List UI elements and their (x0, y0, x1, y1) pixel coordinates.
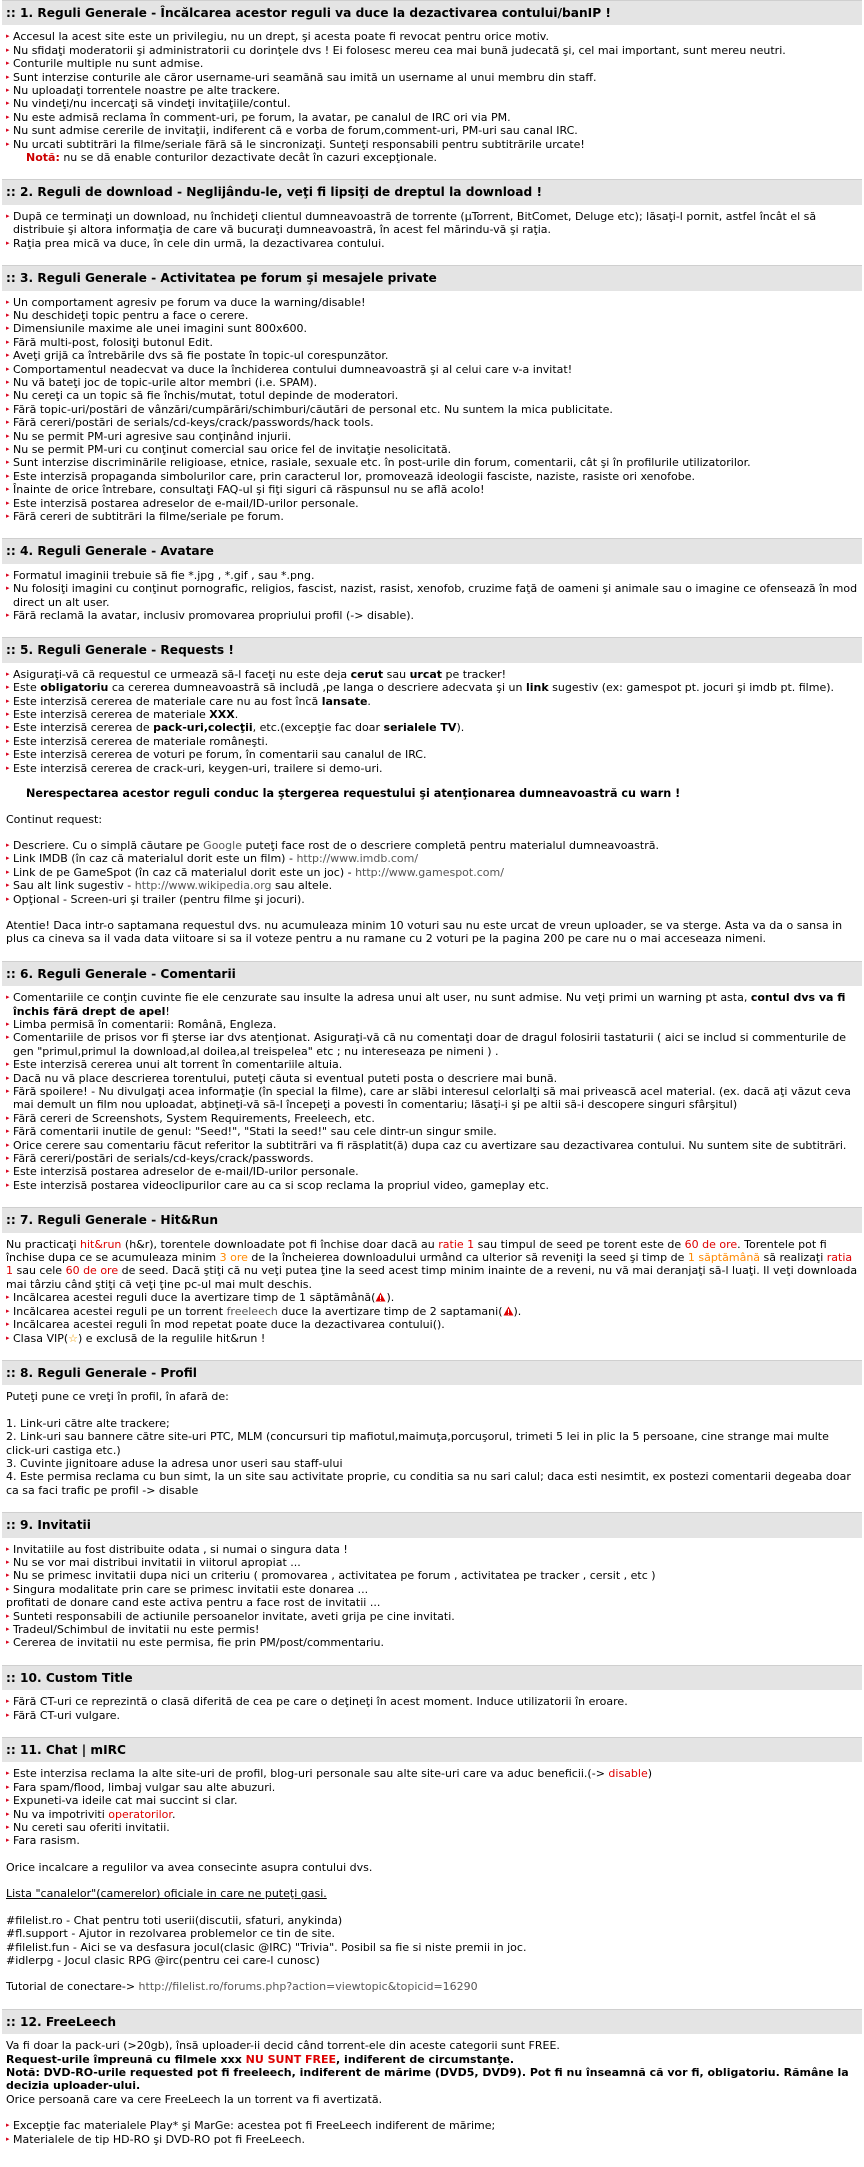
profile-rule: 3. Cuvinte jignitoare aduse la adresa unor useri sau staff-ului (6, 1456, 343, 1470)
request-attention: Atentie! Daca intr-o saptamana requestul dvs. nu acumuleaza minim 10 voturi sau nu este urcat de vreun uploader, se va sterge. Asta va da o sansa in plus ca cineva sa il vada data viitoare si sa il voteze pentru a nu ramane cu 2 voturi pe la pagina 200 pe care nu o mai acceseaza nimeni. (6, 918, 843, 946)
rule-item: ▸ Este interzisă cererea de materiale care nu au fost încă lansate. (6, 695, 858, 708)
rule-item: ▸ Fără cereri/postări de serials/cd-keys/crack/passwords/hack tools. (6, 416, 858, 429)
section-6 (2, 961, 862, 1199)
rule-item: ▸ Excepţie fac materialele Play* şi MarGe: acestea pot fi FreeLeech indiferent de mărime; (6, 2119, 858, 2132)
rule-item: ▸ Nu folosiţi imagini cu conţinut pornografic, religios, fascist, nazist, rasist, xenofob, cruzime faţă de oameni şi animale sau o imagine ce ofensează în mod direct un alt user. (6, 582, 858, 609)
request-content-label: Continut request: (6, 812, 103, 826)
freeleech-text: Orice persoană care va cere FreeLeech la un torrent va fi avertizată. (6, 2092, 383, 2106)
section-title: :: 8. Reguli Generale - Profil (2, 1360, 862, 1385)
section-title: :: 7. Reguli Generale - Hit&Run (2, 1207, 862, 1232)
section-5 (2, 637, 862, 951)
profile-intro: Puteţi pune ce vreţi în profil, în afară de: (6, 1390, 229, 1404)
rule-item: ▸ Este interzisă cererea de voturi pe forum, în comentarii sau canalul de IRC. (6, 748, 858, 761)
rule-item: ▸ Nu este admisă reclama în comment-uri, pe forum, la avatar, pe canalul de IRC ori via PM. (6, 111, 858, 124)
rule-item: ▸ Conturile multiple nu sunt admise. (6, 57, 858, 70)
section-11 (2, 1737, 862, 2000)
rule-item: ▸ Fără topic-uri/postări de vânzări/cumpărări/schimburi/căutări de personal etc. Nu suntem la mica publicitate. (6, 403, 858, 416)
rule-item: ▸ Cererea de invitatii nu este permisa, fie prin PM/post/commentariu. (6, 1636, 858, 1649)
rule-item: ▸ Fara rasism. (6, 1834, 858, 1847)
rule-item: ▸ Nu cereti sau oferiti invitatii. (6, 1821, 858, 1834)
rule-item: ▸ Nu sunt admise cererile de invitaţii, indiferent că e vorba de forum,comment-uri, PM-uri sau canal IRC. (6, 124, 858, 137)
rule-item: ▸ Fără spoilere! - Nu divulgaţi acea informaţie (în special la filme), care ar slăbi interesul celorlalţi să mai privească acel material. (ex. dacă aţi văzut ceva mai demult un film nou uploadat, abţineţi-vă să-l începeţi a povesti în comentariu; lăsaţi-i şi pe altii să-i descopere singuri sfârşitul) (6, 1085, 858, 1112)
rule-item: ▸ Limba permisă în comentarii: Română, Engleza. (6, 1018, 858, 1031)
note (6, 151, 858, 164)
rule-item: ▸ Este interzisa reclama la alte site-uri de profil, blog-uri personale sau alte site-uri care va aduc beneficii.(-> disable) (6, 1767, 858, 1780)
rule-item: ▸ Un comportament agresiv pe forum va duce la warning/disable! (6, 296, 858, 309)
gamespot-link[interactable]: http://www.gamespot.com/ (355, 865, 504, 879)
section-title: :: 10. Custom Title (2, 1665, 862, 1690)
section-9 (2, 1512, 862, 1656)
section-title: :: 4. Reguli Generale - Avatare (2, 538, 862, 563)
rule-item: ▸ Fără multi-post, folosiţi butonul Edit. (6, 336, 858, 349)
tutorial-line: Tutorial de conectare-> http://filelist.ro/forums.php?action=viewtopic&topicid=16290 (6, 1980, 478, 1994)
rule-item: ▸ Sunteti responsabili de actiunile persoanelor invitate, aveti grija pe cine invitati. (6, 1610, 858, 1623)
section-7 (2, 1207, 862, 1351)
imdb-link[interactable]: http://www.imdb.com/ (296, 852, 419, 866)
rule-item: ▸ Fără cereri de Screenshots, System Requirements, Freeleech, etc. (6, 1112, 858, 1125)
profile-rule: 2. Link-uri sau bannere către site-uri PTC, MLM (concursuri tip mafiotul,maimuţa,porcuşorul, trimeti 5 lei in plic la 5 persoane, cine strange mai multe click-uri castiga etc.) (6, 1430, 829, 1457)
rule-item: ▸ Este obligatoriu ca cererea dumneavoastră să includă ,pe langa o descriere adecvata şi un link sugestiv (ex: gamespot pt. jocuri şi imdb pt. filme). (6, 681, 858, 694)
rule-item: ▸ Raţia prea mică va duce, în cele din urmă, la dezactivarea contului. (6, 237, 858, 250)
rule-item: ▸ Este interzisă postarea videoclipurilor care au ca si scop reclama la propriul video, gameplay etc. (6, 1179, 858, 1192)
freeleech-text: Va fi doar la pack-uri (>20gb), însă uploader-ii decid când torrent-ele din aceste categorii sunt FREE. (6, 2039, 560, 2053)
rule-item: ▸ Este interzisă cererea unui alt torrent în comentariile altuia. (6, 1058, 858, 1071)
content-item: ▸ Link IMDB (în caz că materialul dorit este un film) - http://www.imdb.com/ (6, 852, 858, 865)
rule-item: ▸ Fără cereri de subtitrări la filme/seriale pe forum. (6, 510, 858, 523)
rule-item: ▸ Nu vindeţi/nu incercaţi să vindeţi invitaţiile/contul. (6, 97, 858, 110)
profile-rule: 1. Link-uri către alte trackere; (6, 1416, 170, 1430)
rule-item: ▸ Nu se permit PM-uri agresive sau conţinând injurii. (6, 430, 858, 443)
note-label: Notă: (26, 151, 60, 165)
rule-item: ▸ Comentariile ce conţin cuvinte fie ele cenzurate sau insulte la adresa unui alt user, nu sunt admise. Nu veţi primi un warning pt asta, contul dvs va fi închis fără drept de apel! (6, 991, 858, 1018)
rule-item: ▸ Clasa VIP(☆) e exclusă de la regulile hit&run ! (6, 1332, 858, 1345)
rule-item: ▸ Formatul imaginii trebuie să fie *.jpg , *.gif , sau *.png. (6, 569, 858, 582)
rule-item: ▸ Singura modalitate prin care se primesc invitatii este donarea ... (6, 1583, 858, 1596)
section-title: :: 11. Chat | mIRC (2, 1737, 862, 1762)
section-4 (2, 538, 862, 628)
section-title: :: 2. Reguli de download - Neglijându-le, veţi fi lipsiţi de dreptul la download ! (2, 179, 862, 204)
profile-rule: 4. Este permisa reclama cu bun simt, la un site sau activitate proprie, cu conditia sa nu sari calul; daca esti nesimtit, ex postezi comentarii degeaba doar ca sa faci trafic pe profil -> disable (6, 1470, 851, 1497)
note-text: nu se dă enable conturilor dezactivate decât în cazuri excepţionale. (59, 151, 438, 165)
rule-item: ▸ Sunt interzise discriminările religioase, etnice, rasiale, sexuale etc. în post-urile din forum, comentarii, cât şi în profilurile utilizatorilor. (6, 456, 858, 469)
rule-item: ▸ Nu se permit PM-uri cu conţinut comercial sau orice fel de invitaţie nesolicitată. (6, 443, 858, 456)
rule-item: ▸ Nu vă bateţi joc de topic-urile altor membri (i.e. SPAM). (6, 376, 858, 389)
rule-item: ▸ Dacă nu vă place descrierea torentului, puteţi căuta si eventual puteti posta o descriere mai bună. (6, 1072, 858, 1085)
rule-item: ▸ Aveţi grijă ca întrebările dvs să fie postate în topic-ul corespunzător. (6, 349, 858, 362)
rule-item: ▸ Nu se vor mai distribui invitatii in viitorul apropiat ... (6, 1556, 858, 1569)
rule-item: ▸ Nu cereţi ca un topic să fie închis/mutat, totul depinde de moderatori. (6, 389, 858, 402)
section-title: :: 6. Reguli Generale - Comentarii (2, 961, 862, 986)
warning-icon (503, 1306, 514, 1316)
freeleech-note: Notă: DVD-RO-urile requested pot fi freeleech, indiferent de mărime (DVD5, DVD9). Pot fi nu înseamnă că vor fi, obligatoriu. Rămâne la decizia uploader-ului. (6, 2065, 849, 2093)
rule-item: ▸ Înainte de orice întrebare, consultaţi FAQ-ul şi fiţi siguri că răspunsul nu se află acolo! (6, 483, 858, 496)
rule-item: ▸ Fără reclamă la avatar, inclusiv promovarea propriului profil (-> disable). (6, 609, 858, 622)
warning-icon (375, 1292, 386, 1302)
rule-item: ▸ Invitatiile au fost distribuite odata , si numai o singura data ! (6, 1543, 858, 1556)
star-icon: ☆ (68, 1331, 79, 1345)
rule-item: ▸ Comportamentul neadecvat va duce la închiderea contului dumneavoastră şi al celui care v-a invitat! (6, 363, 858, 376)
freeleech-text: Request-urile împreună cu filmele xxx NU SUNT FREE, indiferent de circumstanţe. (6, 2052, 515, 2066)
rule-item: ▸ Nu uploadaţi torrentele noastre pe alte trackere. (6, 84, 858, 97)
content-item: ▸ Opţional - Screen-uri şi trailer (pentru filme şi jocuri). (6, 893, 858, 906)
section-1 (2, 0, 862, 170)
rule-item: ▸ Nu se primesc invitatii dupa nici un criteriu ( promovarea , activitatea pe forum , activitatea pe tracker , cersit , etc ) (6, 1569, 858, 1582)
rule-item: ▸ După ce terminaţi un download, nu închideţi clientul dumneavoastră de torrente (µTorrent, BitComet, Deluge etc); lăsaţi-l pornit, astfel încât el să distribuie şi altora informaţia de care vă bucuraţi dumneavoastră, în acest fel mărindu-vă şi raţia. (6, 210, 858, 237)
rule-item: ▸ Este interzisă cererea de materiale XXX. (6, 708, 858, 721)
rule-item: ▸ Este interzisă cererea de materiale româneşti. (6, 735, 858, 748)
rule-item: ▸ Comentariile de prisos vor fi şterse iar dvs atenţionat. Asiguraţi-vă că nu comentaţi doar de dragul folosirii tastaturii ( aici se includ si commenturile de gen "primul,primul la download,al doilea,al treispelea" etc ; nu intereseaza pe nimeni ) . (6, 1031, 858, 1058)
content-item: ▸ Sau alt link sugestiv - http://www.wikipedia.org sau altele. (6, 879, 858, 892)
channel-item: #filelist.ro - Chat pentru toti userii(discutii, sfaturi, anykinda) (6, 1913, 343, 1927)
google-link[interactable]: Google (203, 838, 242, 852)
content-item: ▸ Link de pe GameSpot (în caz că materialul dorit este un joc) - http://www.gamespot.com/ (6, 866, 858, 879)
section-8 (2, 1360, 862, 1503)
rule-item: ▸ Este interzisă postarea adreselor de e-mail/ID-urilor personale. (6, 1165, 858, 1178)
section-10 (2, 1665, 862, 1728)
rule-item: ▸ Nu urcati subtitrări la filme/seriale fără să le sincronizaţi. Sunteţi responsabili pentru subtitrările urcate! (6, 138, 858, 151)
rule-item: ▸ Este interzisă cererea de pack-uri,colecţii, etc.(excepţie fac doar serialele TV). (6, 721, 858, 734)
section-12 (2, 2009, 862, 2152)
channel-item: #idlerpg - Jocul clasic RPG @irc(pentru cei care-l cunosc) (6, 1953, 320, 1967)
rule-item: ▸ Expuneti-va ideile cat mai succint si clar. (6, 1794, 858, 1807)
rule-item: ▸ Este interzisă postarea adreselor de e-mail/ID-urilor personale. (6, 497, 858, 510)
rule-item: ▸ Este interzisă propaganda simbolurilor care, prin caracterul lor, promovează ideologii fasciste, naziste, rasiste ori xenofobe. (6, 470, 858, 483)
request-warning: Nerespectarea acestor reguli conduc la ştergerea requestului şi atenţionarea dumneavoastră cu warn ! (26, 787, 681, 801)
section-2 (2, 179, 862, 256)
section-title: :: 3. Reguli Generale - Activitatea pe forum şi mesajele private (2, 265, 862, 290)
section-title: :: 1. Reguli Generale - Încălcarea acestor reguli va duce la dezactivarea contului/banIP ! (2, 0, 862, 25)
channel-item: #fl.support - Ajutor in rezolvarea problemelor ce tin de site. (6, 1927, 335, 1941)
rule-item: ▸ Nu va impotriviti operatorilor. (6, 1808, 858, 1821)
rule-item: ▸ Nu sfidaţi moderatorii şi administratorii cu dorinţele dvs ! Ei folosesc mereu cea mai bună judecată şi, cel mai important, sunt mereu neutri. (6, 44, 858, 57)
rule-item: ▸ Incălcarea acestei reguli duce la avertizare timp de 1 săptămână( ). (6, 1291, 858, 1304)
rule-item: ▸ Dimensiunile maxime ale unei imagini sunt 800x600. (6, 322, 858, 335)
rule-item: ▸ Fără cereri/postări de serials/cd-keys/crack/passwords. (6, 1152, 858, 1165)
wikipedia-link[interactable]: http://www.wikipedia.org (134, 879, 272, 893)
rule-item: ▸ Fără CT-uri vulgare. (6, 1709, 858, 1722)
channels-label: Lista "canalelor"(camerelor) oficiale in care ne puteţi gasi. (6, 1887, 327, 1901)
rule-item: ▸ Sunt interzise conturile ale căror username-uri seamănă sau imită un username al unui membru din staff. (6, 71, 858, 84)
rule-item: ▸ Incălcarea acestei reguli pe un torrent freeleech duce la avertizare timp de 2 saptamani( ). (6, 1305, 858, 1318)
rule-item: ▸ Accesul la acest site este un privilegiu, nu un drept, şi acesta poate fi revocat pentru orice motiv. (6, 30, 858, 43)
rule-item: ▸ Tradeul/Schimbul de invitatii nu este permis! (6, 1623, 858, 1636)
consequence-text: Orice incalcare a regulilor va avea consecinte asupra contului dvs. (6, 1860, 373, 1874)
section-title: :: 12. FreeLeech (2, 2009, 862, 2034)
rule-item: ▸ Fără comentarii inutile de genul: "Seed!", "Stati la seed!" sau cele dintr-un singur smile. (6, 1125, 858, 1138)
tutorial-link[interactable]: http://filelist.ro/forums.php?action=viewtopic&topicid=16290 (138, 1980, 478, 1994)
rule-item: ▸ Fara spam/flood, limbaj vulgar sau alte abuzuri. (6, 1781, 858, 1794)
channel-item: #filelist.fun - Aici se va desfasura jocul(clasic @IRC) "Trivia". Posibil sa fie si niste premii in joc. (6, 1940, 527, 1954)
rule-item: ▸ Este interzisă cererea de crack-uri, keygen-uri, trailere si demo-uri. (6, 762, 858, 775)
section-3 (2, 265, 862, 529)
rule-item: ▸ Orice cerere sau comentariu făcut referitor la subtitrări va fi răsplatit(ă) dupa caz cu avertizare sau dezactivarea contului. Nu suntem site de subtitrări. (6, 1139, 858, 1152)
content-item: ▸ Descriere. Cu o simplă căutare pe Google puteţi face rost de o descriere completă pentru materialul dumneavoastră. (6, 839, 858, 852)
rule-item: ▸ Asiguraţi-vă că requestul ce urmează să-l faceţi nu este deja cerut sau urcat pe tracker! (6, 668, 858, 681)
rule-text: profitati de donare cand este activa pentru a face rost de invitatii ... (6, 1596, 381, 1610)
section-title: :: 9. Invitatii (2, 1512, 862, 1537)
rule-item: ▸ Incălcarea acestei reguli în mod repetat poate duce la dezactivarea contului(). (6, 1318, 858, 1331)
rule-item: ▸ Fără CT-uri ce reprezintă o clasă diferită de cea pe care o deţineţi în acest moment. Induce utilizatorii în eroare. (6, 1695, 858, 1708)
rule-item: ▸ Nu deschideţi topic pentru a face o cerere. (6, 309, 858, 322)
hitrun-paragraph: Nu practicaţi hit&run (h&r), torentele downloadate pot fi închise doar dacă au ratie 1 sau timpul de seed pe torent este de 60 de ore. Torentele pot fi închise dupa ce se acumuleaza minim 3 ore de la încheierea downloadului urmând ca ulterior să reveniţi la seed şi timp de 1 săptămână să realizaţi ratia 1 sau cele 60 de ore de seed. Dacă ştiţi că nu veţi putea ţine la seed acest timp minim inainte de a reveni, nu vă mai deranjaţi să-l luaţi. Il veţi downloada mai târziu când ştiţi că veţi ţine pc-ul mai mult deschis. (6, 1237, 858, 1291)
section-title: :: 5. Reguli Generale - Requests ! (2, 637, 862, 662)
rule-item: ▸ Materialele de tip HD-RO şi DVD-RO pot fi FreeLeech. (6, 2133, 858, 2146)
